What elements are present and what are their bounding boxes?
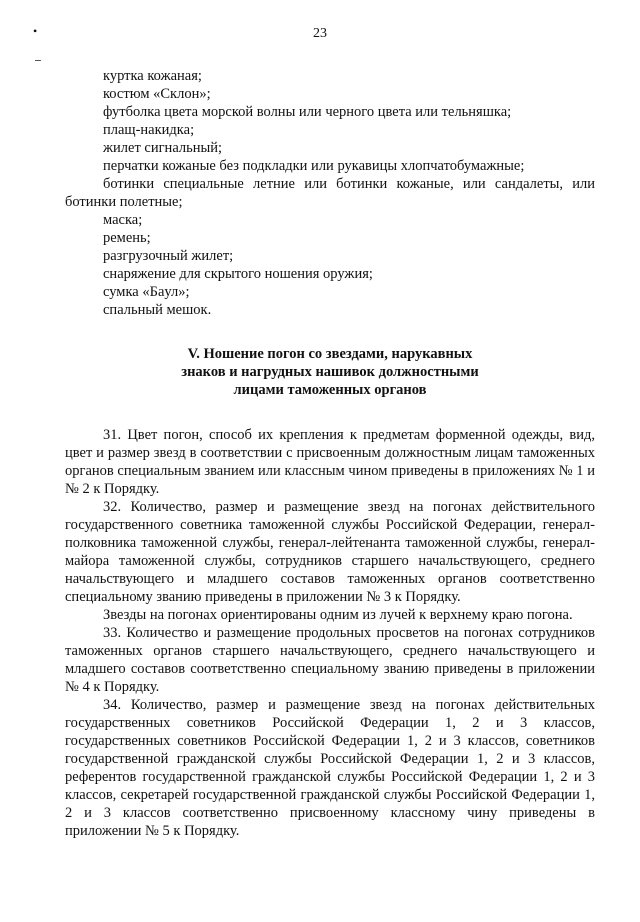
list-item: куртка кожаная; xyxy=(103,68,202,84)
section-body xyxy=(65,426,595,840)
scan-dash-mark xyxy=(35,60,41,61)
section-heading-line: знаков и нагрудных нашивок должностными xyxy=(181,364,479,380)
list-item: сумка «Бaул»; xyxy=(103,284,190,300)
list-item: костюм «Склон»; xyxy=(103,86,211,102)
paragraph-31: 31. Цвет погон, способ их крепления к предметам форменной одежды, вид, цвет и размер звезд в соответствии с присвоенным должностным лицам таможенных органов специальным званием или классным чином приведены в приложениях № 1 и № 2 к Порядку. xyxy=(65,427,595,497)
paragraph-32: 32. Количество, размер и размещение звезд на погонах действительного государственного советника таможенной службы Российской Федерации, генерал-полковника таможенной службы, генерал-лейтенанта таможенной службы, генерал-майора таможенной службы, сотрудников старшего начальствующего, среднего начальствующего и младшего составов таможенных органов соответственно специальному званию приведены в приложении № 3 к Порядку. xyxy=(65,499,595,605)
list-item: перчатки кожаные без подкладки или рукавицы хлопчатобумажные; xyxy=(103,158,525,174)
list-item: плащ-накидка; xyxy=(103,122,195,138)
list-item: спальный мешок. xyxy=(103,302,212,318)
scan-mark: • xyxy=(33,24,38,38)
list-item: снаряжение для скрытого ношения оружия; xyxy=(103,266,373,282)
section-heading xyxy=(120,345,540,399)
page-number: 23 xyxy=(313,26,327,41)
section-heading-line: V. Ношение погон со звездами, нарукавных xyxy=(187,346,473,362)
paragraph-34: 34. Количество, размер и размещение звезд на погонах действительных государственных советников Российской Федерации 1, 2 и 3 классов, государственных советников Российской Федерации 1, 2 и 3 классов, советников государственной гражданской службы Российской Федерации 1, 2 и 3 классов, референтов государственной гражданской службы Российской Федерации 1, 2 и 3 классов, секретарей государственной гражданской службы Российской Федерации 1, 2 и 3 классов соответственно присвоенному классному чину приведены в приложении № 5 к Порядку. xyxy=(65,697,595,839)
paragraph-33: 33. Количество и размещение продольных просветов на погонах сотрудников таможенных органов старшего начальствующего, среднего начальствующего и младшего составов соответственно специальному званию приведены в приложении № 4 к Порядку. xyxy=(65,625,595,695)
section-heading-line: лицами таможенных органов xyxy=(233,382,427,398)
paragraph-stars-orientation: Звезды на погонах ориентированы одним из лучей к верхнему краю погона. xyxy=(103,607,573,623)
list-item: ботинки специальные летние или ботинки кожаные, или сандалеты, или ботинки полетные; xyxy=(65,176,595,210)
list-item: ремень; xyxy=(103,230,151,246)
list-item: футболка цвета морской волны или черного цвета или тельняшка; xyxy=(103,104,512,120)
list-item: маска; xyxy=(103,212,143,228)
list-item: разгрузочный жилет; xyxy=(103,248,234,264)
list-item: жилет сигнальный; xyxy=(103,140,223,156)
equipment-list xyxy=(65,67,595,319)
